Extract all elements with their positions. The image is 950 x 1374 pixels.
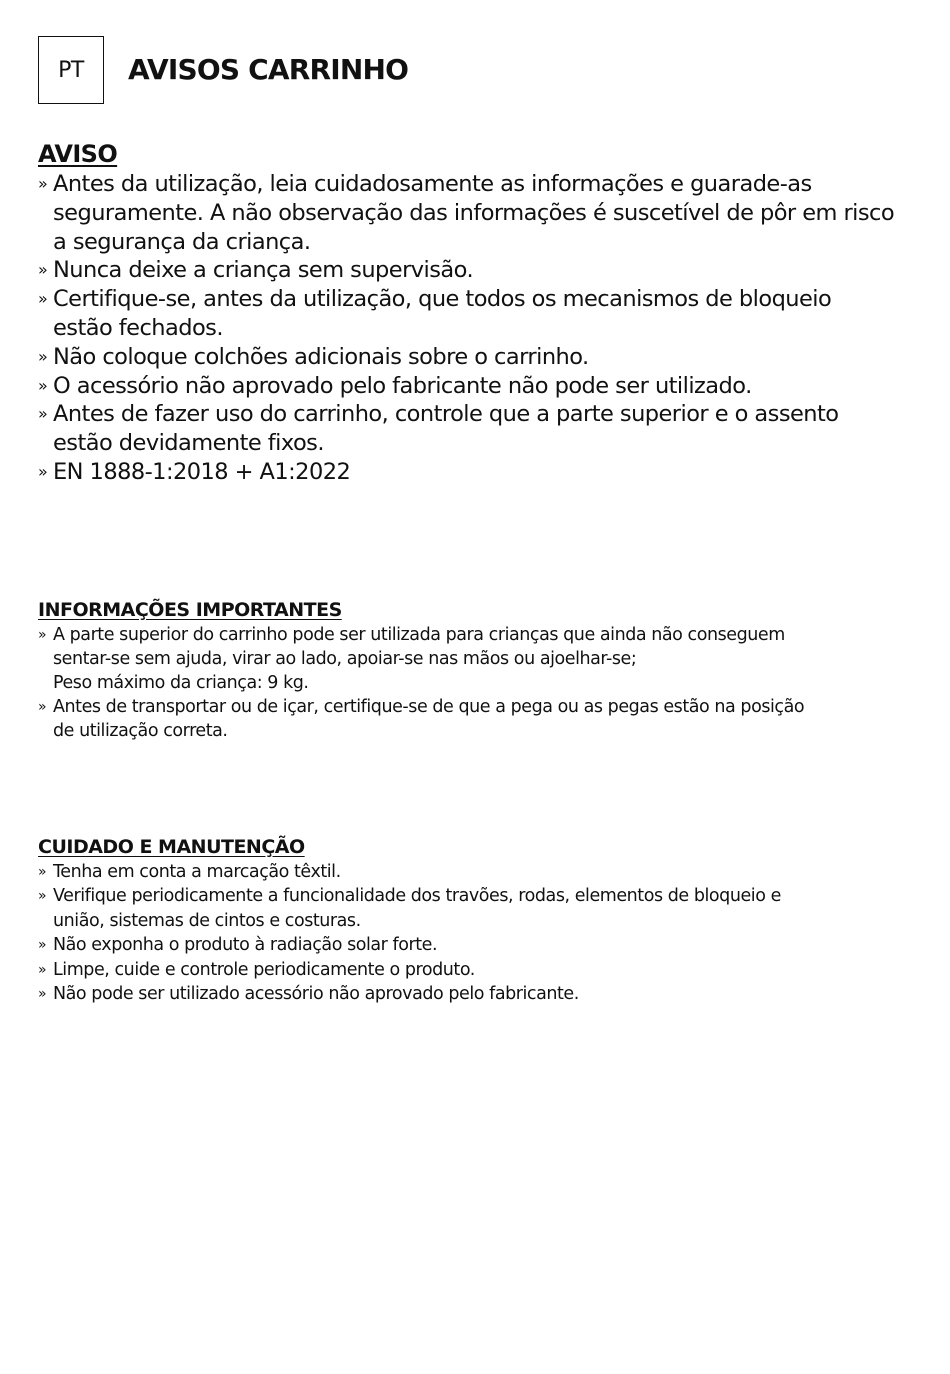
list-item bbox=[38, 884, 920, 933]
text-line: estão fechados. bbox=[53, 314, 223, 341]
text-line: seguramente. A não observação das informações é suscetível de pôr em risco bbox=[53, 199, 895, 226]
text-line: estão devidamente fixos. bbox=[53, 430, 324, 457]
bullet-marker: » bbox=[38, 375, 48, 395]
list-item bbox=[38, 372, 920, 401]
important-info-section bbox=[38, 597, 920, 743]
list-item-text bbox=[53, 400, 920, 458]
bullet-marker: » bbox=[38, 627, 47, 643]
text-line: Nunca deixe a criança sem supervisão. bbox=[53, 257, 474, 284]
list-item-text bbox=[53, 256, 920, 285]
bullet-marker: » bbox=[38, 699, 47, 715]
warning-section bbox=[38, 138, 920, 487]
text-line: de utilização correta. bbox=[53, 721, 228, 741]
bullet-marker: » bbox=[38, 888, 47, 905]
text-line: Verifique periodicamente a funcionalidade dos travões, rodas, elementos de bloqueio e bbox=[53, 886, 781, 907]
bullet-marker: » bbox=[38, 461, 48, 481]
bullet-marker: » bbox=[38, 174, 48, 193]
language-code: PT bbox=[58, 57, 84, 83]
bullet-marker: » bbox=[38, 260, 48, 280]
care-maintenance-list bbox=[38, 860, 920, 1006]
text-line: a segurança da criança. bbox=[53, 228, 311, 255]
list-item-text bbox=[53, 285, 920, 343]
list-item-text bbox=[53, 623, 920, 695]
text-line: Certifique-se, antes da utilização, que todos os mecanismos de bloqueio bbox=[53, 286, 832, 313]
list-item-text bbox=[53, 695, 920, 743]
list-item bbox=[38, 343, 920, 372]
text-line: sentar-se sem ajuda, virar ao lado, apoiar-se nas mãos ou ajoelhar-se; bbox=[53, 649, 637, 669]
list-item bbox=[38, 860, 920, 884]
list-item-text bbox=[53, 458, 920, 487]
important-info-list bbox=[38, 623, 920, 743]
list-item-text bbox=[53, 884, 920, 933]
warning-list bbox=[38, 170, 920, 487]
bullet-marker: » bbox=[38, 864, 47, 880]
bullet-marker: » bbox=[38, 404, 48, 424]
bullet-marker: » bbox=[38, 961, 47, 978]
list-item bbox=[38, 933, 920, 957]
text-line: Limpe, cuide e controle periodicamente o produto. bbox=[53, 959, 475, 980]
bullet-marker: » bbox=[38, 937, 47, 954]
language-code-badge bbox=[38, 36, 104, 104]
list-item bbox=[38, 458, 920, 487]
list-item bbox=[38, 256, 920, 285]
list-item bbox=[38, 695, 920, 743]
list-item bbox=[38, 623, 920, 695]
care-maintenance-heading: CUIDADO E MANUTENÇÃO bbox=[38, 836, 305, 858]
list-item-text bbox=[53, 170, 920, 256]
list-item-text bbox=[53, 933, 920, 957]
list-item bbox=[38, 285, 920, 343]
text-line: O acessório não aprovado pelo fabricante não pode ser utilizado. bbox=[53, 372, 752, 399]
list-item-text bbox=[53, 372, 920, 401]
text-line: Não coloque colchões adicionais sobre o carrinho. bbox=[53, 343, 589, 370]
list-item-text bbox=[53, 982, 920, 1006]
text-line: Não pode ser utilizado acessório não aprovado pelo fabricante. bbox=[53, 984, 579, 1005]
list-item-text bbox=[53, 343, 920, 372]
text-line: EN 1888-1:2018 + A1:2022 bbox=[53, 458, 351, 485]
text-line: Peso máximo da criança: 9 kg. bbox=[53, 673, 309, 693]
list-item-text bbox=[53, 958, 920, 982]
list-item bbox=[38, 400, 920, 458]
list-item bbox=[38, 170, 920, 256]
list-item bbox=[38, 982, 920, 1006]
text-line: A parte superior do carrinho pode ser utilizada para crianças que ainda não conseguem bbox=[53, 625, 785, 645]
list-item-text bbox=[53, 860, 920, 884]
text-line: Antes de transportar ou de içar, certifique-se de que a pega ou as pegas estão na posição bbox=[53, 697, 805, 717]
care-maintenance-section bbox=[38, 834, 920, 1006]
bullet-marker: » bbox=[38, 986, 47, 1003]
text-line: Tenha em conta a marcação têxtil. bbox=[53, 862, 341, 882]
text-line: Antes da utilização, leia cuidadosamente as informações e guarade-as bbox=[53, 171, 812, 197]
important-info-heading: INFORMAÇÕES IMPORTANTES bbox=[38, 599, 342, 621]
bullet-marker: » bbox=[38, 346, 48, 366]
text-line: união, sistemas de cintos e costuras. bbox=[53, 910, 361, 931]
warning-heading: AVISO bbox=[38, 140, 118, 168]
text-line: Antes de fazer uso do carrinho, controle que a parte superior e o assento bbox=[53, 401, 839, 428]
text-line: Não exponha o produto à radiação solar forte. bbox=[53, 935, 438, 956]
page-title: AVISOS CARRINHO bbox=[128, 53, 409, 86]
list-item bbox=[38, 958, 920, 982]
bullet-marker: » bbox=[38, 289, 48, 309]
